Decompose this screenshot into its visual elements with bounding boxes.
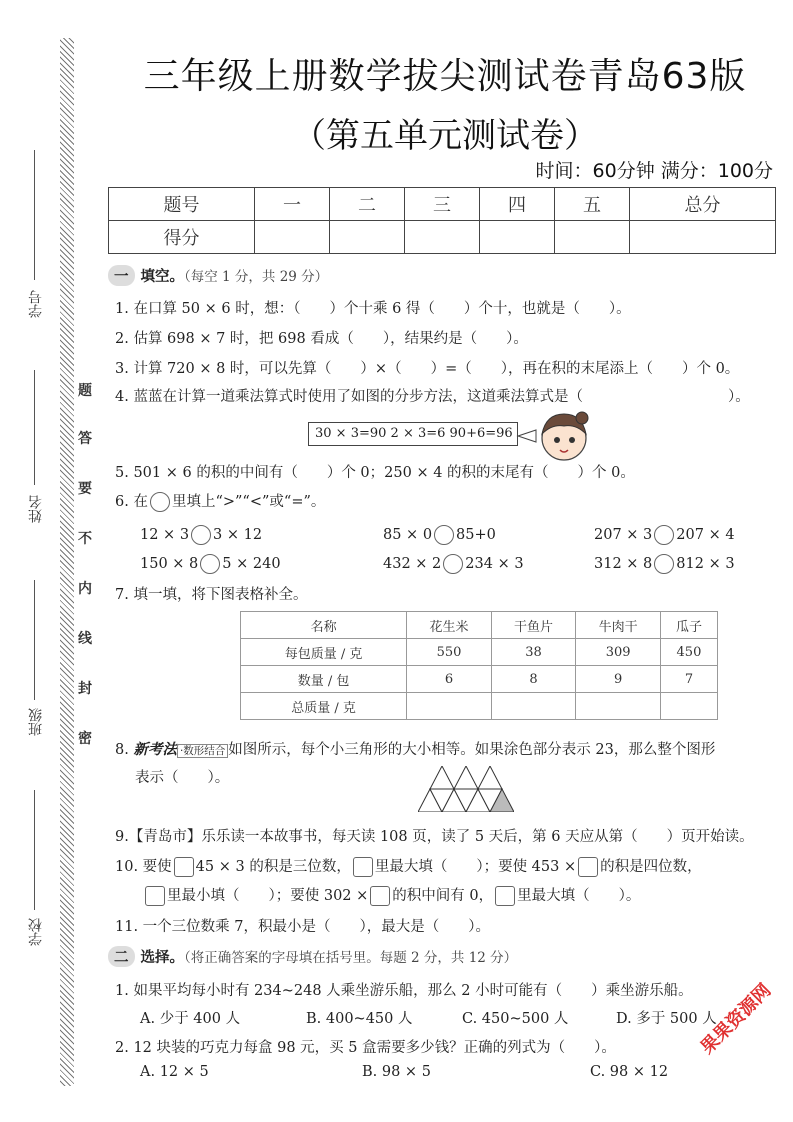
compare-right: 812 × 3 bbox=[676, 556, 735, 572]
compare-answer-circle[interactable] bbox=[434, 525, 454, 545]
compare-left: 312 × 8 bbox=[594, 556, 653, 572]
name-line bbox=[34, 370, 35, 485]
school-line bbox=[34, 790, 35, 910]
food-answer-cell[interactable] bbox=[660, 693, 717, 720]
food-header-cell: 干鱼片 bbox=[491, 612, 576, 639]
food-cell: 38 bbox=[491, 639, 576, 666]
compare-right: 3 × 12 bbox=[213, 527, 263, 543]
seal-char: 不 bbox=[78, 531, 92, 547]
label-name: 姓名 bbox=[28, 495, 44, 523]
food-header-cell: 瓜子 bbox=[660, 612, 717, 639]
page-title: 三年级上册数学拔尖测试卷青岛63版 bbox=[143, 56, 747, 97]
choice-option[interactable]: B. 400~450 人 bbox=[306, 1011, 413, 1027]
binding-margin bbox=[0, 0, 100, 1122]
food-row bbox=[241, 666, 718, 693]
compare-item bbox=[383, 525, 496, 545]
score-header-cell: 二 bbox=[330, 188, 405, 221]
section-name: 填空。 bbox=[140, 269, 184, 285]
seal-char: 线 bbox=[78, 631, 92, 647]
q8-text: 如图所示，每个小三角形的大小相等。如果涂色部分表示 23，那么整个图形 bbox=[228, 742, 716, 758]
choice-question-2: 2. 12 块装的巧克力每盒 98 元，买 5 盒需要多少钱？正确的列式为（ ）。 bbox=[115, 1040, 616, 1056]
class-line bbox=[34, 580, 35, 700]
food-answer-cell[interactable] bbox=[491, 693, 576, 720]
section-number: 二 bbox=[108, 946, 135, 967]
compare-right: 5 × 240 bbox=[222, 556, 281, 572]
choice-option[interactable]: C. 98 × 12 bbox=[590, 1064, 669, 1080]
question-8 bbox=[115, 738, 715, 759]
seal-char: 题 bbox=[78, 383, 92, 399]
food-cell: 7 bbox=[660, 666, 717, 693]
answer-square-ref bbox=[145, 886, 165, 906]
label-school: 学校 bbox=[28, 918, 44, 946]
answer-square-ref bbox=[353, 857, 373, 877]
answer-square[interactable] bbox=[578, 857, 598, 877]
compare-circle-icon bbox=[150, 492, 170, 512]
compare-item bbox=[140, 554, 281, 574]
new-method-mark: 新考法 bbox=[133, 742, 177, 758]
q10-part: 里最小填（ ）；要使 302 × bbox=[167, 888, 369, 904]
score-header-row bbox=[109, 188, 776, 221]
compare-left: 207 × 3 bbox=[594, 527, 653, 543]
section-name: 选择。 bbox=[140, 950, 184, 966]
seal-char: 密 bbox=[78, 731, 92, 747]
compare-right: 207 × 4 bbox=[676, 527, 735, 543]
score-label-cell: 得分 bbox=[109, 221, 255, 254]
food-header-cell: 花生米 bbox=[407, 612, 492, 639]
question-2: 2. 估算 698 × 7 时，把 698 看成（ ），结果约是（ ）。 bbox=[115, 331, 528, 347]
food-header-cell: 牛肉干 bbox=[576, 612, 661, 639]
choice-question-1: 1. 如果平均每小时有 234~248 人乘坐游乐船，那么 2 小时可能有（ ）乘坐游乐船。 bbox=[115, 983, 693, 999]
seal-char: 答 bbox=[78, 431, 92, 447]
score-header-cell: 五 bbox=[554, 188, 629, 221]
label-student-id: 学号 bbox=[28, 290, 44, 318]
food-header-row bbox=[241, 612, 718, 639]
binding-hatch bbox=[60, 38, 74, 1086]
food-cell: 309 bbox=[576, 639, 661, 666]
question-7: 7. 填一填，将下图表格补全。 bbox=[115, 587, 308, 603]
answer-square[interactable] bbox=[370, 886, 390, 906]
compare-answer-circle[interactable] bbox=[191, 525, 211, 545]
triangle-figure-icon bbox=[418, 766, 514, 812]
food-cell: 9 bbox=[576, 666, 661, 693]
score-input-cell[interactable] bbox=[629, 221, 775, 254]
score-header-cell: 总分 bbox=[629, 188, 775, 221]
q10-part: 里最大填（ ）。 bbox=[517, 888, 641, 904]
time-info: 时间：60分钟 满分：100分 bbox=[535, 160, 773, 182]
question-3: 3. 计算 720 × 8 时，可以先算（ ）×（ ）=（ ），再在积的末尾添上（ ）个 0。 bbox=[115, 361, 740, 377]
question-6 bbox=[115, 490, 325, 512]
score-input-cell[interactable] bbox=[479, 221, 554, 254]
compare-item bbox=[594, 525, 735, 545]
answer-square-ref bbox=[495, 886, 515, 906]
food-table bbox=[240, 611, 718, 720]
compare-left: 150 × 8 bbox=[140, 556, 199, 572]
choice-option[interactable]: C. 450~500 人 bbox=[462, 1011, 569, 1027]
score-header-cell: 三 bbox=[404, 188, 479, 221]
question-5: 5. 501 × 6 的积的中间有（ ）个 0；250 × 4 的积的末尾有（ ）个 0。 bbox=[115, 465, 635, 481]
score-header-cell: 题号 bbox=[109, 188, 255, 221]
food-answer-cell[interactable] bbox=[407, 693, 492, 720]
student-id-line bbox=[34, 150, 35, 280]
seal-char: 封 bbox=[78, 681, 92, 697]
compare-item bbox=[383, 554, 524, 574]
q10-part: 45 × 3 的积是三位数， bbox=[195, 859, 351, 875]
score-input-cell[interactable] bbox=[404, 221, 479, 254]
question-8-cont: 表示（ ）。 bbox=[135, 770, 230, 786]
food-cell: 6 bbox=[407, 666, 492, 693]
q6-prefix: 6. 在 bbox=[115, 494, 148, 510]
choice-option[interactable]: B. 98 × 5 bbox=[362, 1064, 431, 1080]
label-class: 班级 bbox=[28, 708, 44, 736]
compare-answer-circle[interactable] bbox=[200, 554, 220, 574]
q10-part: 10. 要使 bbox=[115, 859, 172, 875]
answer-square[interactable] bbox=[174, 857, 194, 877]
q10-part: 的积中间有 0， bbox=[392, 888, 494, 904]
q10-part: 里最大填（ ）；要使 453 × bbox=[374, 859, 577, 875]
q6-suffix: 里填上“>”“<”或“=”。 bbox=[171, 494, 326, 510]
q4-formula-box: 30 × 3=90 2 × 3=6 90+6=96 bbox=[308, 422, 518, 446]
food-cell: 总质量 / 克 bbox=[241, 693, 407, 720]
compare-item bbox=[140, 525, 262, 545]
q10-part: 的积是四位数， bbox=[600, 859, 702, 875]
choice-option[interactable]: D. 多于 500 人 bbox=[616, 1011, 717, 1027]
question-9: 9.【青岛市】乐乐读一本故事书，每天读 108 页，读了 5 天后，第 6 天应从第（ ）页开始读。 bbox=[115, 829, 754, 845]
food-header-cell: 名称 bbox=[241, 612, 407, 639]
section-note: （每空 1 分，共 29 分） bbox=[184, 269, 329, 285]
compare-answer-circle[interactable] bbox=[654, 525, 674, 545]
question-10 bbox=[115, 855, 702, 877]
choice-option[interactable]: A. 少于 400 人 bbox=[140, 1011, 241, 1027]
seal-char: 要 bbox=[78, 481, 92, 497]
section-heading bbox=[108, 946, 517, 967]
score-table bbox=[108, 187, 776, 254]
section-heading bbox=[108, 265, 328, 286]
food-cell: 450 bbox=[660, 639, 717, 666]
section-number: 一 bbox=[108, 265, 135, 286]
watermark: 果果资源网 bbox=[696, 979, 776, 1059]
score-input-cell[interactable] bbox=[554, 221, 629, 254]
score-header-cell: 一 bbox=[255, 188, 330, 221]
compare-left: 432 × 2 bbox=[383, 556, 442, 572]
seal-char: 内 bbox=[78, 581, 92, 597]
compare-right: 234 × 3 bbox=[465, 556, 524, 572]
q8-number: 8. bbox=[115, 742, 129, 758]
food-cell: 8 bbox=[491, 666, 576, 693]
girl-illustration-icon bbox=[516, 408, 592, 464]
question-1: 1. 在口算 50 × 6 时，想：（ ）个十乘 6 得（ ）个十，也就是（ ）。 bbox=[115, 301, 631, 317]
question-4: 4. 蓝蓝在计算一道乘法算式时使用了如图的分步方法，这道乘法算式是（ ）。 bbox=[115, 389, 750, 405]
section-note: （将正确答案的字母填在括号里。每题 2 分，共 12 分） bbox=[184, 950, 518, 966]
page-subtitle: （第五单元测试卷） bbox=[292, 116, 598, 156]
choice-option[interactable]: A. 12 × 5 bbox=[140, 1064, 209, 1080]
compare-right: 85+0 bbox=[456, 527, 496, 543]
score-input-cell[interactable] bbox=[330, 221, 405, 254]
food-cell: 数量 / 包 bbox=[241, 666, 407, 693]
food-row bbox=[241, 639, 718, 666]
score-input-cell[interactable] bbox=[255, 221, 330, 254]
score-header-cell: 四 bbox=[479, 188, 554, 221]
compare-left: 12 × 3 bbox=[140, 527, 190, 543]
question-11: 11. 一个三位数乘 7，积最小是（ ），最大是（ ）。 bbox=[115, 919, 491, 935]
method-tag: ·数形结合 bbox=[177, 744, 228, 758]
compare-answer-circle[interactable] bbox=[443, 554, 463, 574]
food-row bbox=[241, 693, 718, 720]
compare-item bbox=[594, 554, 735, 574]
food-answer-cell[interactable] bbox=[576, 693, 661, 720]
compare-left: 85 × 0 bbox=[383, 527, 433, 543]
compare-answer-circle[interactable] bbox=[654, 554, 674, 574]
food-cell: 550 bbox=[407, 639, 492, 666]
food-cell: 每包质量 / 克 bbox=[241, 639, 407, 666]
question-10-cont bbox=[143, 884, 640, 906]
score-row bbox=[109, 221, 776, 254]
